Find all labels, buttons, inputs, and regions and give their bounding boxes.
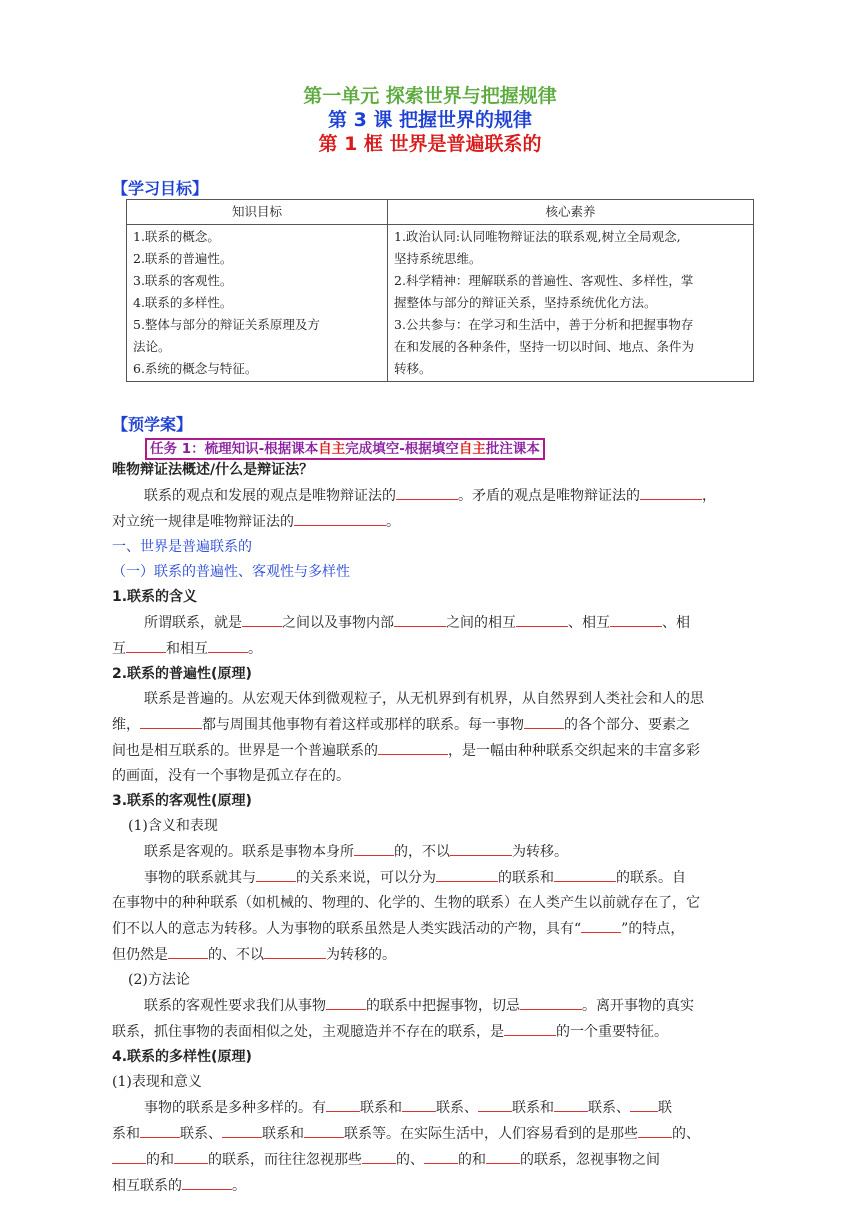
- subsection-heading: （一）联系的普遍性、客观性与多样性: [112, 564, 350, 580]
- dialectics-question: 唯物辩证法概述/什么是辩证法？: [112, 462, 314, 478]
- text: 事物的联系是多种多样的。有: [144, 1100, 326, 1116]
- heading-meaning: 1.联系的含义: [112, 589, 198, 605]
- fill-blank[interactable]: [208, 636, 248, 653]
- paragraph: [112, 916, 748, 942]
- text: 联系是客观的。联系是事物本身所: [144, 844, 354, 860]
- title-block: [0, 84, 860, 156]
- fill-blank[interactable]: [222, 1121, 262, 1138]
- fill-blank[interactable]: [354, 839, 394, 856]
- fill-blank[interactable]: [294, 509, 386, 526]
- text: 事物的联系就其与: [144, 870, 256, 886]
- text: 的和: [146, 1152, 174, 1168]
- fill-blank[interactable]: [326, 1095, 360, 1112]
- paragraph: [112, 610, 748, 636]
- fill-blank[interactable]: [140, 712, 202, 729]
- text: 们不以人的意志为转移。人为事物的联系虽然是人类实践活动的产物，具有“: [112, 921, 582, 937]
- text: 为转移的。: [326, 947, 396, 963]
- fill-blank[interactable]: [140, 1121, 180, 1138]
- task-text: 任务 1：梳理知识-根据课本: [150, 441, 319, 457]
- paragraph: [112, 738, 748, 764]
- fill-blank[interactable]: [242, 610, 282, 627]
- text: 维，: [112, 717, 140, 733]
- learning-goals-table: [126, 199, 754, 382]
- heading-objectivity: 3.联系的客观性(原理): [112, 793, 252, 809]
- text: 的、: [672, 1126, 700, 1142]
- core-item: 坚持系统思维。: [394, 251, 482, 266]
- text: 和相互: [166, 641, 208, 657]
- text: 都与周围其他事物有着这样或那样的联系。每一事物: [202, 717, 524, 733]
- fill-blank[interactable]: [516, 610, 568, 627]
- fill-blank[interactable]: [640, 483, 702, 500]
- fill-blank[interactable]: [486, 1147, 520, 1164]
- text: 的关系来说，可以分为: [296, 870, 436, 886]
- fill-blank[interactable]: [126, 636, 166, 653]
- text: 的、不以: [208, 947, 264, 963]
- text: 的联系中把握事物，切忌: [366, 998, 520, 1014]
- fill-blank[interactable]: [402, 1095, 436, 1112]
- core-item: 1.政治认同:认同唯物辩证法的联系观,树立全局观念,: [394, 229, 681, 244]
- worksheet-body: [112, 458, 748, 1199]
- text: 。矛盾的观点是唯物辩证法的: [458, 488, 640, 504]
- paragraph: [112, 1019, 748, 1045]
- text: 所谓联系，就是: [144, 615, 242, 631]
- text: 的和: [458, 1152, 486, 1168]
- core-item: 握整体与部分的辩证关系，坚持系统优化方法。: [394, 295, 657, 310]
- core-item: 2.科学精神：理解联系的普遍性、客观性、多样性，掌: [394, 273, 694, 288]
- knowledge-item: 2.联系的普遍性。: [133, 251, 233, 266]
- frame-title: 第 1 框 世界是普遍联系的: [318, 133, 542, 155]
- preview-heading: 【预学案】: [112, 415, 193, 434]
- paragraph: [112, 839, 748, 865]
- fill-blank[interactable]: [554, 865, 616, 882]
- knowledge-item: 6.系统的概念与特征。: [133, 361, 258, 376]
- knowledge-item: 法论。: [133, 339, 171, 354]
- fill-blank[interactable]: [478, 1095, 512, 1112]
- core-item: 在和发展的各种条件，坚持一切以时间、地点、条件为: [394, 339, 695, 354]
- fill-blank[interactable]: [504, 1019, 556, 1036]
- knowledge-cell: [127, 225, 388, 382]
- text: 的联系，忽视事物之间: [520, 1152, 660, 1168]
- fill-blank[interactable]: [182, 1173, 232, 1190]
- subheading: (1)表现和意义: [112, 1074, 202, 1090]
- task-highlight: 自主: [318, 441, 346, 457]
- text: 的各个部分、要素之: [564, 717, 690, 733]
- unit-title: 第一单元 探索世界与把握规律: [303, 85, 557, 107]
- core-cell: [388, 225, 754, 382]
- section-heading: 一、世界是普遍联系的: [112, 539, 252, 555]
- paragraph: 联系是普遍的。从宏观天体到微观粒子，从无机界到有机界，从自然界到人类社会和人的思: [144, 691, 704, 707]
- knowledge-item: 5.整体与部分的辩证关系原理及方: [133, 317, 320, 332]
- task-banner: [145, 438, 545, 460]
- text: 的联系，而往往忽视那些: [208, 1152, 362, 1168]
- knowledge-item: 1.联系的概念。: [133, 229, 220, 244]
- text: 联系、: [588, 1100, 630, 1116]
- text: 间也是相互联系的。世界是一个普遍联系的: [112, 743, 378, 759]
- text: 。: [386, 514, 400, 530]
- text: 系和: [112, 1126, 140, 1142]
- text: ”的特点，: [621, 921, 685, 937]
- text: 联: [658, 1100, 672, 1116]
- text: 的联系。自: [616, 870, 686, 886]
- text: 。: [232, 1178, 246, 1194]
- subheading: (1)含义和表现: [128, 818, 218, 834]
- fill-blank[interactable]: [112, 1147, 146, 1164]
- task-text: 完成填空-根据填空: [345, 441, 459, 457]
- fill-blank[interactable]: [264, 942, 326, 959]
- heading-diversity: 4.联系的多样性(原理): [112, 1049, 252, 1065]
- text: 联系的观点和发展的观点是唯物辩证法的: [144, 488, 396, 504]
- knowledge-item: 3.联系的客观性。: [133, 273, 233, 288]
- lesson-title: 第 3 课 把握世界的规律: [327, 109, 533, 131]
- text: 、相: [662, 615, 690, 631]
- fill-blank[interactable]: [174, 1147, 208, 1164]
- knowledge-item: 4.联系的多样性。: [133, 295, 233, 310]
- fill-blank[interactable]: [524, 712, 564, 729]
- core-item: 3.公共参与：在学习和生活中，善于分析和把握事物存: [394, 317, 694, 332]
- fill-blank[interactable]: [436, 865, 498, 882]
- paragraph: [112, 1095, 748, 1121]
- fill-blank[interactable]: [520, 993, 582, 1010]
- fill-blank[interactable]: [304, 1121, 344, 1138]
- subheading: (2)方法论: [128, 972, 190, 988]
- text: 。离开事物的真实: [582, 998, 694, 1014]
- fill-blank[interactable]: [581, 916, 621, 933]
- text: 联系等。在实际生活中，人们容易看到的是那些: [344, 1126, 638, 1142]
- text: 的联系和: [498, 870, 554, 886]
- text: ，: [702, 488, 716, 504]
- text: 的一个重要特征。: [556, 1024, 668, 1040]
- paragraph: [112, 942, 748, 968]
- text: 但仍然是: [112, 947, 168, 963]
- text: 联系和: [512, 1100, 554, 1116]
- paragraph: [112, 865, 748, 891]
- paragraph: [112, 483, 748, 509]
- text: 的，不以: [394, 844, 450, 860]
- fill-blank[interactable]: [326, 993, 366, 1010]
- text: 对立统一规律是唯物辩证法的: [112, 514, 294, 530]
- fill-blank[interactable]: [394, 610, 446, 627]
- paragraph: [112, 1173, 748, 1199]
- text: ，是一幅由种种联系交织起来的丰富多彩: [448, 743, 700, 759]
- paragraph: [112, 1147, 748, 1173]
- paragraph: [112, 712, 748, 738]
- fill-blank[interactable]: [610, 610, 662, 627]
- learning-goals-heading: 【学习目标】: [112, 179, 209, 198]
- text: 联系和: [360, 1100, 402, 1116]
- heading-universality: 2.联系的普遍性(原理): [112, 666, 252, 682]
- text: 互: [112, 641, 126, 657]
- text: 的、: [396, 1152, 424, 1168]
- fill-blank[interactable]: [256, 865, 296, 882]
- fill-blank[interactable]: [450, 839, 512, 856]
- paragraph: 的画面，没有一个事物是孤立存在的。: [112, 768, 350, 784]
- text: 相互联系的: [112, 1178, 182, 1194]
- text: 。: [248, 641, 262, 657]
- paragraph: [112, 1121, 748, 1147]
- text: 联系，抓住事物的表面相似之处，主观臆造并不存在的联系，是: [112, 1024, 504, 1040]
- text: 联系的客观性要求我们从事物: [144, 998, 326, 1014]
- fill-blank[interactable]: [424, 1147, 458, 1164]
- fill-blank[interactable]: [168, 942, 208, 959]
- fill-blank[interactable]: [638, 1121, 672, 1138]
- text: 联系和: [262, 1126, 304, 1142]
- column-header-core: 核心素养: [388, 200, 754, 225]
- text: 之间的相互: [446, 615, 516, 631]
- fill-blank[interactable]: [362, 1147, 396, 1164]
- text: 之间以及事物内部: [282, 615, 394, 631]
- task-highlight: 自主: [458, 441, 486, 457]
- text: 、相互: [568, 615, 610, 631]
- paragraph: [112, 636, 748, 662]
- fill-blank[interactable]: [378, 738, 448, 755]
- fill-blank[interactable]: [630, 1095, 658, 1112]
- text: 联系、: [180, 1126, 222, 1142]
- fill-blank[interactable]: [554, 1095, 588, 1112]
- paragraph: 在事物中的种种联系（如机械的、物理的、化学的、生物的联系）在人类产生以前就存在了，它: [112, 895, 700, 911]
- text: 为转移。: [512, 844, 568, 860]
- column-header-knowledge: 知识目标: [127, 200, 388, 225]
- paragraph: [112, 509, 748, 535]
- paragraph: [112, 993, 748, 1019]
- fill-blank[interactable]: [396, 483, 458, 500]
- text: 联系、: [436, 1100, 478, 1116]
- core-item: 转移。: [394, 361, 432, 376]
- task-text: 批注课本: [485, 441, 540, 457]
